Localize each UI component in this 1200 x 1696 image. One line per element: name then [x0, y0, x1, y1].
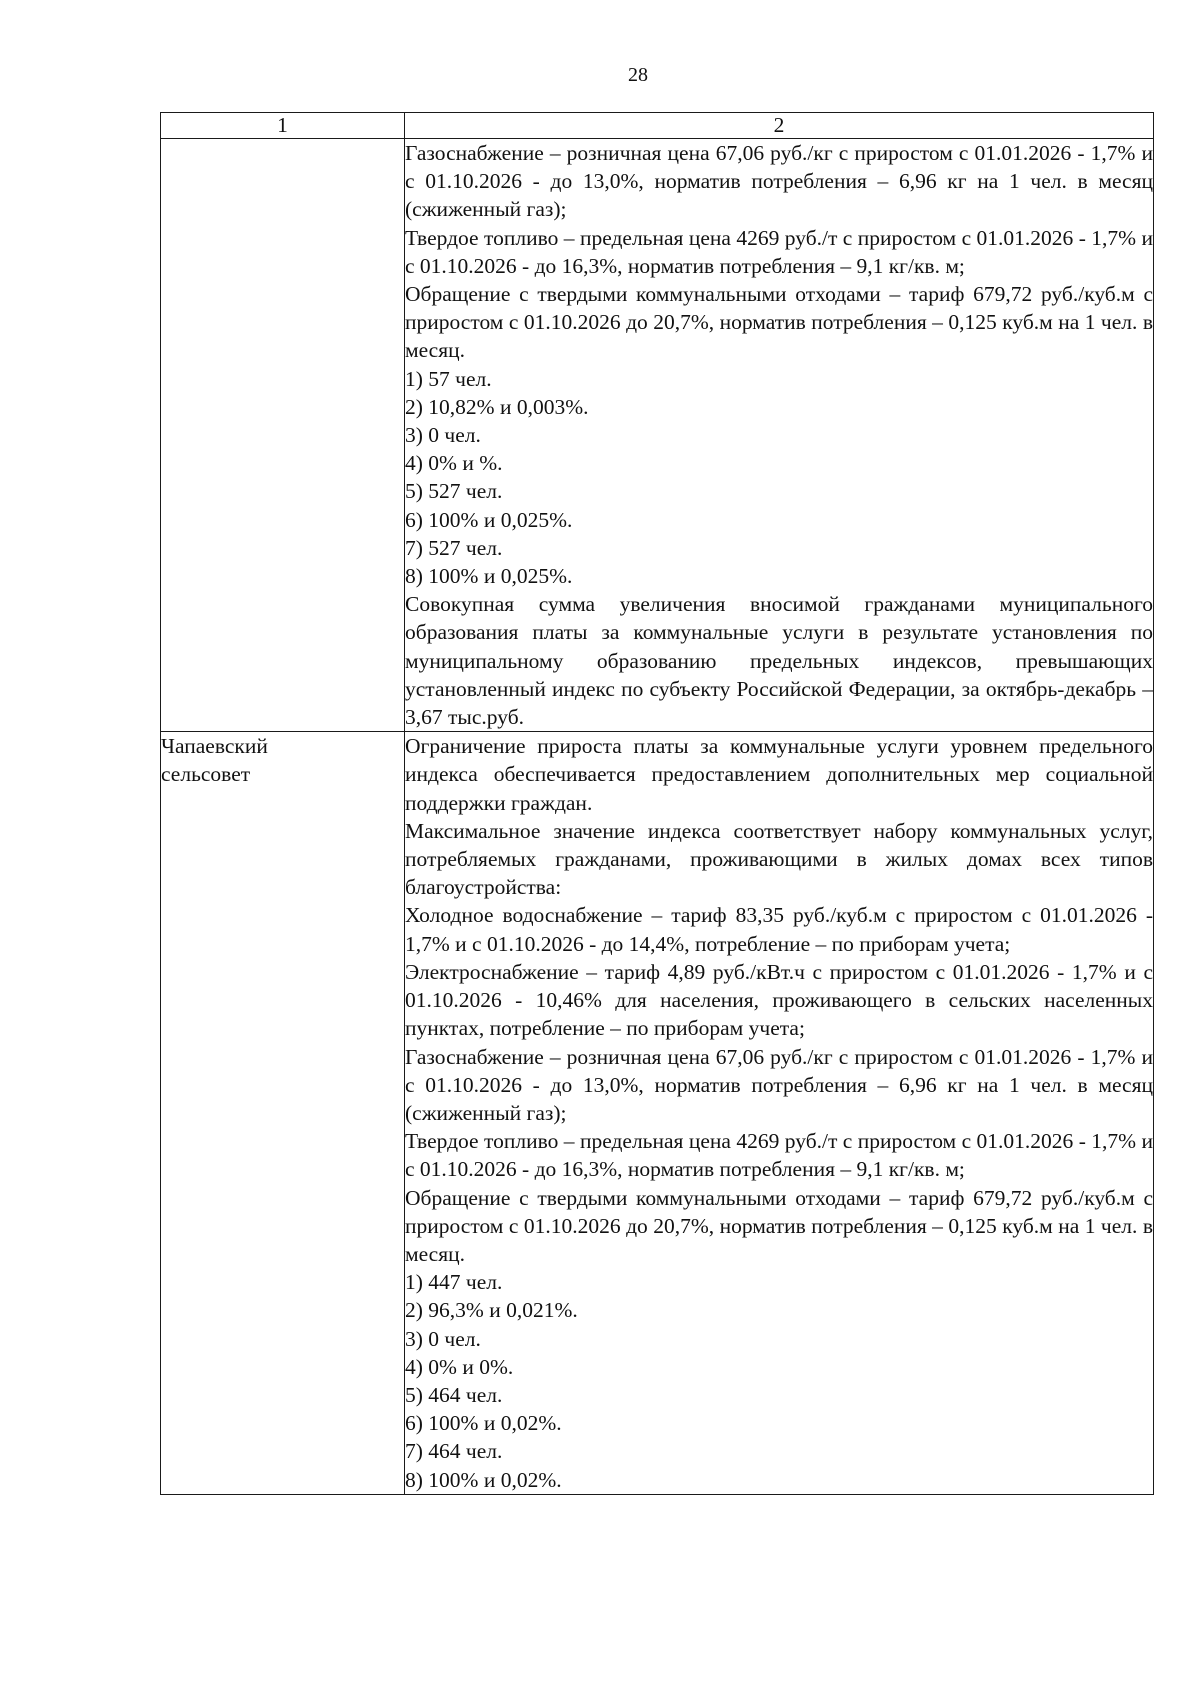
- numbered-item: 7) 527 чел.: [405, 535, 503, 560]
- utility-paragraph: Обращение с твердыми коммунальными отходами – тариф 679,72 руб./куб.м с приростом с 01.10.2026 до 20,7%, норматив потребления – 0,125 куб.м на 1 чел. в месяц.: [405, 1185, 1153, 1266]
- municipality-cell: [161, 732, 405, 1494]
- description-cell: [405, 732, 1154, 1494]
- numbered-item: 5) 464 чел.: [405, 1382, 503, 1407]
- column-header-2: 2: [405, 113, 1154, 139]
- numbered-item: 4) 0% и %.: [405, 451, 503, 476]
- document-table: [160, 112, 1154, 1495]
- numbered-item: 3) 0 чел.: [405, 1326, 481, 1351]
- numbered-item: 4) 0% и 0%.: [405, 1354, 514, 1379]
- municipality-name-line: сельсовет: [161, 762, 251, 787]
- numbered-item: 8) 100% и 0,02%.: [405, 1467, 562, 1492]
- page-number: 28: [628, 64, 648, 86]
- table-body: [161, 139, 1154, 1495]
- table-row: [161, 139, 1154, 732]
- column-header-1: 1: [161, 113, 405, 139]
- utility-paragraph: Твердое топливо – предельная цена 4269 руб./т с приростом с 01.01.2026 - 1,7% и с 01.10.2026 - до 16,3%, норматив потребления – 9,1 кг/кв. м;: [405, 225, 1153, 278]
- numbered-item: 6) 100% и 0,025%.: [405, 507, 573, 532]
- table-header-row: [161, 113, 1154, 139]
- utility-paragraph: Электроснабжение – тариф 4,89 руб./кВт.ч с приростом с 01.01.2026 - 1,7% и с 01.10.2026 - 10,46% для населения, проживающего в сельских населенных пунктах, потребление – по приборам учета;: [405, 959, 1153, 1041]
- utility-paragraph: Твердое топливо – предельная цена 4269 руб./т с приростом с 01.01.2026 - 1,7% и с 01.10.2026 - до 16,3%, норматив потребления – 9,1 кг/кв. м;: [405, 1129, 1153, 1182]
- numbered-item: 5) 527 чел.: [405, 479, 503, 504]
- utility-paragraph: Газоснабжение – розничная цена 67,06 руб./кг с приростом с 01.01.2026 - 1,7% и с 01.10.2026 - до 13,0%, норматив потребления – 6,96 кг на 1 чел. в месяц (сжиженный газ);: [405, 1044, 1153, 1125]
- numbered-item: 1) 57 чел.: [405, 366, 492, 391]
- summary-paragraph: Совокупная сумма увеличения вносимой гражданами муниципального образования платы за коммунальные услуги в результате установления по муниципальному образованию предельных индексов, превышающих установленный индекс по субъекту Российской Федерации, за октябрь-декабрь – 3,67 тыс.руб.: [405, 592, 1153, 730]
- numbered-item: 7) 464 чел.: [405, 1439, 503, 1464]
- numbered-item: 3) 0 чел.: [405, 423, 481, 448]
- description-cell: [405, 139, 1154, 732]
- utility-paragraph: Газоснабжение – розничная цена 67,06 руб./кг с приростом с 01.01.2026 - 1,7% и с 01.10.2026 - до 13,0%, норматив потребления – 6,96 кг на 1 чел. в месяц (сжиженный газ);: [405, 141, 1153, 222]
- numbered-item: 2) 96,3% и 0,021%.: [405, 1298, 578, 1323]
- utility-paragraph: Ограничение прироста платы за коммунальные услуги уровнем предельного индекса обеспечивается предоставлением дополнительных мер социальной поддержки граждан.: [405, 734, 1153, 815]
- numbered-item: 2) 10,82% и 0,003%.: [405, 394, 589, 419]
- utility-paragraph: Обращение с твердыми коммунальными отходами – тариф 679,72 руб./куб.м с приростом с 01.10.2026 до 20,7%, норматив потребления – 0,125 куб.м на 1 чел. в месяц.: [405, 282, 1153, 363]
- utility-paragraph: Максимальное значение индекса соответствует набору коммунальных услуг, потребляемых гражданами, проживающими в жилых домах всех типов благоустройства:: [405, 818, 1153, 900]
- municipality-cell: [161, 139, 405, 732]
- table-row: [161, 732, 1154, 1494]
- numbered-item: 6) 100% и 0,02%.: [405, 1411, 562, 1436]
- municipality-name-line: Чапаевский: [161, 734, 268, 759]
- numbered-item: 8) 100% и 0,025%.: [405, 564, 573, 589]
- numbered-item: 1) 447 чел.: [405, 1270, 503, 1295]
- utility-paragraph: Холодное водоснабжение – тариф 83,35 руб./куб.м с приростом с 01.01.2026 - 1,7% и с 01.10.2026 - до 14,4%, потребление – по приборам учета;: [405, 903, 1153, 956]
